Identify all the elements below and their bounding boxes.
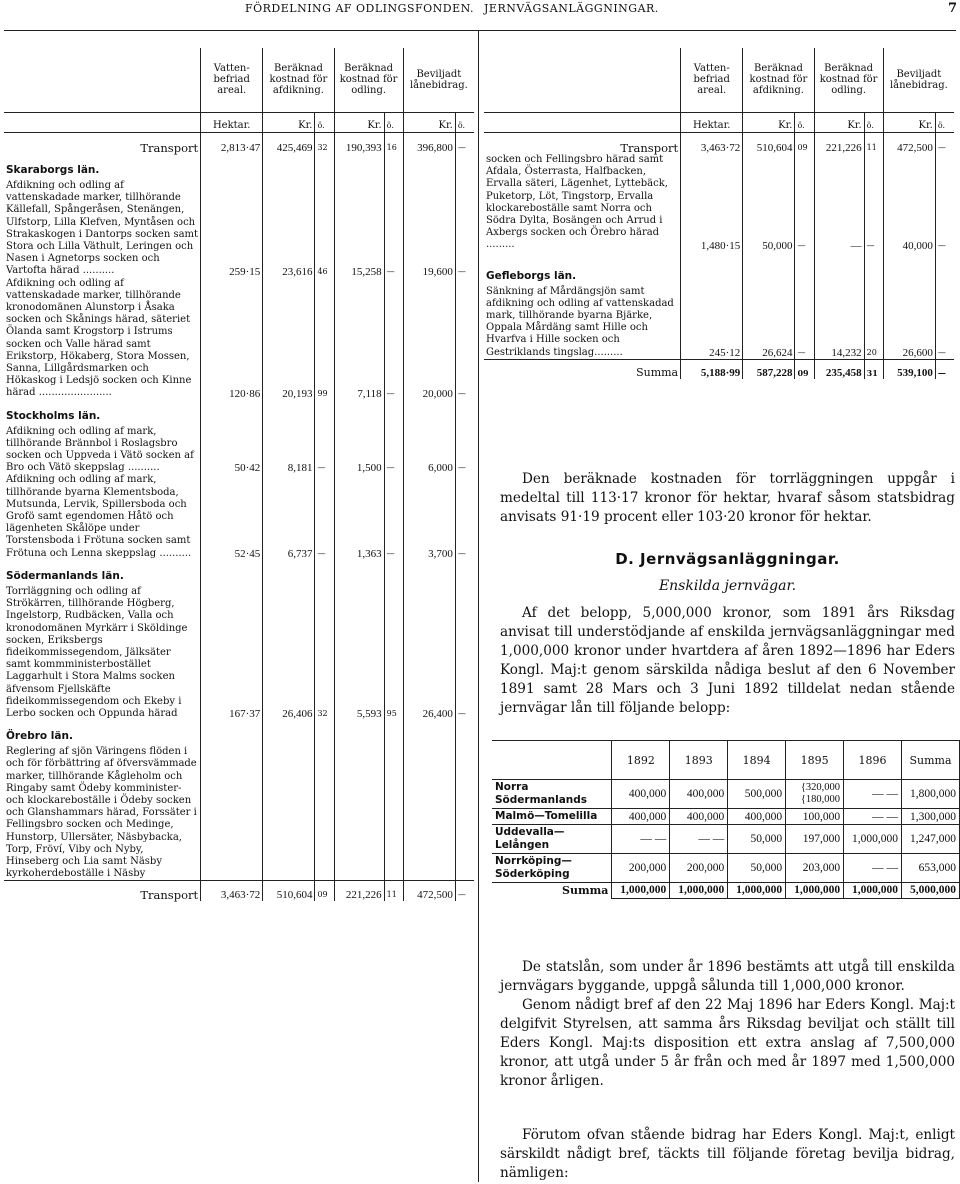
ledger-row [484, 154, 954, 252]
cell: 16 [384, 132, 403, 154]
ledger-row [4, 426, 474, 475]
cell: 1,000,000 [612, 883, 670, 899]
transport-label: Transport [140, 887, 199, 902]
col-drain-header: Beräknad kostnad för afdikning. [743, 48, 814, 112]
cell: 26,406 [263, 586, 315, 720]
cell: 510,604 [263, 881, 315, 901]
cell: 5,188·99 [681, 359, 743, 379]
transport-label: Transport [140, 141, 199, 155]
cell: — [455, 881, 474, 901]
cell: 200,000 [670, 854, 728, 883]
ledger-row [4, 474, 474, 559]
paragraph: De statslån, som under år 1896 bestämts att utgå till enskilda jernvägars byggande, uppgå sålunda till 1,000,000 kronor. [500, 959, 955, 994]
transport-row [4, 132, 474, 154]
header-left: FÖRDELNING AF ODLINGSFONDEN. [245, 2, 475, 15]
cell: — [455, 474, 474, 559]
cell: — [384, 278, 403, 400]
cell: 95 [384, 586, 403, 720]
ledger-row [4, 746, 474, 881]
right-ledger-table [484, 48, 954, 379]
cell: 20,193 [263, 278, 315, 400]
prose-block-2 [500, 604, 955, 718]
cell: 1,000,000 [844, 825, 902, 854]
section-title: Örebro län. [6, 730, 73, 743]
section-title: Skaraborgs län. [6, 164, 100, 176]
entry-text: Reglering af sjön Väringens flöden i och för förbättring af öfversvämmade marker, tillhörande Kågleholm och Ringaby samt Ödeby komminister- och klockareboställe i Ödeby socken och Glanshammars härad, Forssäter i Fellingsbro socken och Medinge, Hunstorp, Ullersäter, Näsbybacka, Torp, Fröví, Viby och Nyby, Hinseberg och Lia samt Näsby kyrkoherdeboställe i Näsby [6, 746, 197, 880]
cell: — [455, 426, 474, 475]
unit-kr: Kr. [403, 112, 455, 132]
prose-block-1 [500, 470, 955, 527]
cell: 1,000,000 [844, 883, 902, 899]
section-title: Stockholms län. [6, 409, 101, 422]
top-rule [4, 30, 956, 31]
year-header: Summa [901, 741, 959, 780]
unit-kr: Kr. [883, 112, 935, 132]
summa-label: Summa [636, 366, 679, 380]
cell: 50,000 [728, 825, 786, 854]
cell: 2,813·47 [201, 132, 263, 154]
year-header: 1892 [612, 741, 670, 780]
col-loan-header: Beviljadt lånebidrag. [883, 48, 954, 112]
paragraph: Af det belopp, 5,000,000 kronor, som 1891 års Riksdag anvisat till understödjande af enskilda jernvägsanläggningar med 1,000,000 kronor under hvartdera af åren 1892—1896 har Eders Kongl. Maj:t genom särskilda nådiga beslut af den 6 November 1891 samt 28 Mars och 3 Juni 1892 tilldelat nedan stående jernvägar lån till följande belopp: [500, 605, 955, 716]
cell: 26,624 [743, 286, 795, 360]
year-header: 1893 [670, 741, 728, 780]
table-row [492, 809, 960, 825]
cell: 3,700 [403, 474, 455, 559]
cell: 1,000,000 [786, 883, 844, 899]
cell: 100,000 [786, 809, 844, 825]
cell: 1,000,000 [670, 883, 728, 899]
entry-text: Afdikning och odling af vattenskadade marker, tillhörande kronodomänen Alunstorp i Åsaka socken och Skånings härad, säteriet Ölanda samt Krogstorp i Istrums socken och Valle härad samt Erikstorp, Hökaberg, Stora Mossen, Sanna, Lillgårdsmarken och Hökaskog i Ledsjö socken och Kinne härad ....................... [6, 277, 192, 399]
paragraph: Den beräknade kostnaden för torrläggningen uppgår i medeltal till 113·17 kronor för hektar, hvaraf såsom statsbidrag anvisats 91·19 procent eller 103·20 kronor för hektar. [500, 471, 955, 525]
cell: — [384, 474, 403, 559]
ledger-row [4, 586, 474, 720]
cell: 5,593 [334, 586, 384, 720]
cell: 1,300,000 [901, 809, 959, 825]
cell: 167·37 [201, 586, 263, 720]
year-header: 1895 [786, 741, 844, 780]
table-row [492, 825, 960, 854]
cell: 221,226 [334, 881, 384, 901]
prose-block-4 [500, 1126, 955, 1183]
unit-kr: Kr. [334, 112, 384, 132]
cell: 235,458 [814, 359, 864, 379]
table-row [492, 854, 960, 883]
cell: 11 [384, 881, 403, 901]
entry-text: socken och Fellingsbro härad samt Afdala, Österrasta, Halfbacken, Ervalla säteri, Lägenhet, Lyttebäck, Puketorp, Löt, Tingstorp, Ervalla klockareboställe samt Norra och Södra Dylta, Bosängen och Arrud i Axbergs socken och Örebro härad ......... [486, 154, 668, 251]
summa-row [492, 883, 960, 899]
entry-text: Sänkning af Mårdängsjön samt afdikning och odling af vattenskadad mark, tillhörande byarna Bjärke, Oppala Mårdäng samt Hille och Hvarfva i Hille socken och Gestriklands tingslag......... [486, 285, 674, 358]
unit-hektar: Hektar. [201, 112, 263, 132]
summa-label: Summa [562, 884, 609, 897]
cell: 15,258 [334, 180, 384, 278]
cell: 5,000,000 [901, 883, 959, 899]
header-right: JERNVÄGSANLÄGGNINGAR. [484, 2, 659, 15]
cell: 120·86 [201, 278, 263, 400]
cell: — [935, 286, 954, 360]
page-number: 7 [948, 1, 958, 16]
transport-row [484, 132, 954, 154]
cell: 7,118 [334, 278, 384, 400]
paragraph: Genom nådigt bref af den 22 Maj 1896 har Eders Kongl. Maj:t delgifvit Styrelsen, att samma års Riksdag beviljat och ställt till Eders Kongl. Maj:ts disposition ett extra anslag af 7,500,000 kronor, att utgå under 5 år från och med år 1897 med 1,500,000 kronor årligen. [500, 997, 955, 1089]
col-area-header: Vatten-befriad areal. [201, 48, 263, 112]
cell: 400,000 [670, 780, 728, 809]
cell: 1,247,000 [901, 825, 959, 854]
cell: — — [844, 854, 902, 883]
col-cult-header: Beräknad kostnad för odling. [814, 48, 883, 112]
cell: 653,000 [901, 854, 959, 883]
cell: 46 [315, 180, 334, 278]
cell: 1,500 [334, 426, 384, 475]
railway-name: Uddevalla—Lelången [492, 825, 612, 854]
year-header: 1894 [728, 741, 786, 780]
cell: 3,463·72 [681, 132, 743, 154]
ledger-row [4, 278, 474, 400]
cell: — [935, 359, 954, 379]
unit-kr: Kr. [814, 112, 864, 132]
cell: 19,600 [403, 180, 455, 278]
cell: 20,000 [403, 278, 455, 400]
railway-name: Norrköping—Söderköping [492, 854, 612, 883]
unit-hektar: Hektar. [681, 112, 743, 132]
cell: 40,000 [883, 154, 935, 252]
unit-ore: ö. [455, 112, 474, 132]
cell: 6,737 [263, 474, 315, 559]
cell: 221,226 [814, 132, 864, 154]
cell: 259·15 [201, 180, 263, 278]
cell: 8,181 [263, 426, 315, 475]
cell: — — [844, 809, 902, 825]
cell: — [814, 154, 864, 252]
cell: 50·42 [201, 426, 263, 475]
cell: 23,616 [263, 180, 315, 278]
cell: — — [844, 780, 902, 809]
cell: 1,363 [334, 474, 384, 559]
cell: — [455, 586, 474, 720]
cell: 3,463·72 [201, 881, 263, 901]
cell: — [455, 278, 474, 400]
cell: 31 [864, 359, 883, 379]
cell: 472,500 [403, 881, 455, 901]
cell: 09 [315, 881, 334, 901]
cell: 11 [864, 132, 883, 154]
cell: — [384, 426, 403, 475]
summa-row [484, 359, 954, 379]
cell: 400,000 [612, 809, 670, 825]
railway-name: Norra Södermanlands [492, 780, 612, 809]
cell: — [795, 286, 814, 360]
entry-text: Afdikning och odling af mark, tillhörande Brännbol i Roslagsbro socken och Uppveda i Vätö socken af Bro och Vätö skeppslag .......... [6, 425, 194, 474]
entry-text: Afdikning och odling af mark, tillhörande byarna Klementsboda, Mutsunda, Lervik, Spillersboda och Grofö samt egendomen Håtö och lägenheten Skålöpe under Torstensboda i Frötuna socken samt Frötuna och Lenna skeppslag .......... [6, 474, 192, 559]
cell: 99 [315, 278, 334, 400]
cell: — [935, 132, 954, 154]
cell: 245·12 [681, 286, 743, 360]
section-title: Södermanlands län. [6, 569, 124, 582]
cell: 50,000 [728, 854, 786, 883]
left-ledger-table [4, 48, 474, 901]
section-title: Gefleborgs län. [486, 269, 577, 282]
unit-kr: Kr. [263, 112, 315, 132]
section-heading: D. Jernvägsanläggningar. [615, 550, 840, 568]
col-cult-header: Beräknad kostnad för odling. [334, 48, 403, 112]
cell: 09 [795, 132, 814, 154]
subheading: Enskilda jernvägar. [658, 578, 797, 594]
railway-loan-table [492, 740, 960, 899]
cell: — [315, 426, 334, 475]
cell: 1,800,000 [901, 780, 959, 809]
cell: 400,000 [728, 809, 786, 825]
corner-cell [492, 741, 612, 780]
cell: 1,000,000 [728, 883, 786, 899]
cell: 50,000 [743, 154, 795, 252]
cell: 1,480·15 [681, 154, 743, 252]
cell: 6,000 [403, 426, 455, 475]
cell: 14,232 [814, 286, 864, 360]
cell: {320,000 {180,000 [786, 780, 844, 809]
running-header [0, 2, 960, 18]
cell: 52·45 [201, 474, 263, 559]
prose-block-3 [500, 958, 955, 1091]
cell: 396,800 [403, 132, 455, 154]
cell: — [384, 180, 403, 278]
railway-name: Malmö—Tomelilla [492, 809, 612, 825]
cell: 425,469 [263, 132, 315, 154]
cell: 09 [795, 359, 814, 379]
cell: — — [670, 825, 728, 854]
cell: 472,500 [883, 132, 935, 154]
cell: 26,600 [883, 286, 935, 360]
cell: 20 [864, 286, 883, 360]
cell: 500,000 [728, 780, 786, 809]
cell: — [455, 180, 474, 278]
entry-text: Torrläggning och odling af Strökärren, tillhörande Högberg, Ingelstorp, Rudbäcken, Valla och kronodomänen Myrkärr i Sköldinge socken, Eriksbergs fideikommissegendom, Jälksäter samt kommministerbostället Laggarhult i Stora Malms socken äfvensom Fjellskäfte fideikommissegendom och Ekeby i Lerbo socken och Oppunda härad [6, 585, 188, 719]
cell: 587,228 [743, 359, 795, 379]
table-row [492, 780, 960, 809]
col-area-header: Vatten-befriad areal. [681, 48, 743, 112]
cell: 32 [315, 586, 334, 720]
entry-text: Afdikning och odling af vattenskadade marker, tillhörande Källefall, Spångeråsen, Stenängen, Ulfstorp, Lilla Klefven, Myntåsen och Strakaskogen i Dantorps socken samt Stora och Lilla Väthult, Leringen och Nasen i Agnetorps socken och Vartofta härad .......... [6, 180, 199, 277]
cell: 200,000 [612, 854, 670, 883]
unit-ore: ö. [384, 112, 403, 132]
cell: 197,000 [786, 825, 844, 854]
cell: — [455, 132, 474, 154]
cell: — [935, 154, 954, 252]
unit-ore: ö. [795, 112, 814, 132]
ledger-row [484, 286, 954, 360]
unit-ore: ö. [864, 112, 883, 132]
cell: 510,604 [743, 132, 795, 154]
unit-kr: Kr. [743, 112, 795, 132]
ledger-row [4, 180, 474, 278]
transport-row [4, 881, 474, 901]
paragraph: Förutom ofvan stående bidrag har Eders Kongl. Maj:t, enligt särskildt nådigt bref, täckts till följande företag bevilja bidrag, nämligen: [500, 1127, 955, 1181]
transport-label: Transport [620, 141, 679, 155]
cell: 539,100 [883, 359, 935, 379]
cell: — [315, 474, 334, 559]
cell: 32 [315, 132, 334, 154]
cell: 203,000 [786, 854, 844, 883]
center-rule [478, 30, 479, 1182]
cell: 26,400 [403, 586, 455, 720]
cell: — [864, 154, 883, 252]
unit-ore: ö. [315, 112, 334, 132]
cell: — [795, 154, 814, 252]
cell: — — [612, 825, 670, 854]
cell: 400,000 [670, 809, 728, 825]
cell: 400,000 [612, 780, 670, 809]
col-loan-header: Beviljadt lånebidrag. [403, 48, 474, 112]
cell: 190,393 [334, 132, 384, 154]
year-header: 1896 [844, 741, 902, 780]
unit-ore: ö. [935, 112, 954, 132]
col-drain-header: Beräknad kostnad för afdikning. [263, 48, 334, 112]
